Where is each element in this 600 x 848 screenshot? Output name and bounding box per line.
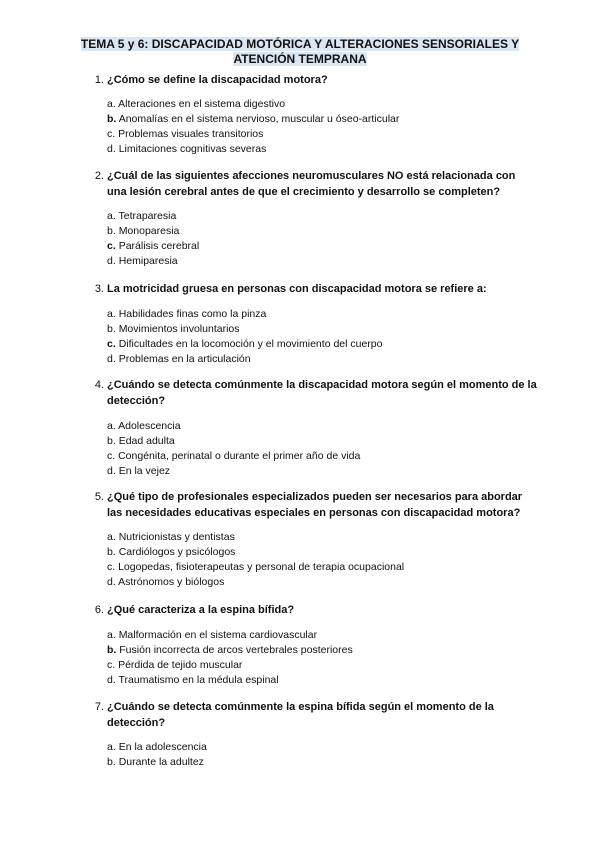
question-6-options — [107, 628, 537, 688]
question-4-options — [107, 419, 537, 479]
page-title — [60, 37, 540, 67]
title-line-1: TEMA 5 y 6: DISCAPACIDAD MOTÓRICA Y ALTERACIONES SENSORIALES Y — [80, 37, 520, 51]
question-text: ¿Cuándo se detecta comúnmente la discapacidad motora según el momento de la detección? — [107, 379, 537, 407]
option-d: d. Problemas en la articulación — [107, 353, 251, 365]
question-number: 2. — [94, 170, 104, 182]
option-d: d. Traumatismo en la médula espinal — [107, 674, 279, 686]
option-b: b. Durante la adultez — [107, 756, 204, 768]
question-1-options — [107, 97, 537, 157]
question-text: ¿Cómo se define la discapacidad motora? — [107, 74, 328, 86]
option-a: a. Habilidades finas como la pinza — [107, 308, 267, 320]
question-5-options — [107, 530, 537, 590]
option-c: c. Parálisis cerebral — [107, 240, 200, 252]
question-6 — [0, 602, 600, 618]
question-7-options — [107, 740, 537, 770]
question-text: ¿Cuándo se detecta comúnmente la espina bífida según el momento de la detección? — [107, 701, 494, 729]
option-c: c. Problemas visuales transitorios — [107, 128, 264, 140]
option-a: a. Tetraparesia — [107, 210, 177, 222]
question-number: 4. — [94, 379, 104, 391]
option-c: c. Logopedas, fisioterapeutas y personal de terapia ocupacional — [107, 561, 405, 573]
option-a: a. Nutricionistas y dentistas — [107, 531, 235, 543]
option-d: d. Hemiparesia — [107, 255, 178, 267]
option-a: a. Alteraciones en el sistema digestivo — [107, 98, 286, 110]
question-3-options — [107, 307, 537, 367]
question-text: La motricidad gruesa en personas con discapacidad motora se refiere a: — [107, 283, 487, 295]
option-b: b. Fusión incorrecta de arcos vertebrales posteriores — [107, 644, 353, 656]
option-a: a. En la adolescencia — [107, 741, 207, 753]
option-a: a. Adolescencia — [107, 420, 181, 432]
option-b: b. Anomalías en el sistema nervioso, muscular u óseo-articular — [107, 113, 400, 125]
question-number: 1. — [94, 74, 104, 86]
question-text: ¿Qué caracteriza a la espina bífida? — [107, 604, 295, 616]
option-b: b. Movimientos involuntarios — [107, 323, 240, 335]
option-b: b. Monoparesia — [107, 225, 180, 237]
option-b: b. Edad adulta — [107, 435, 175, 447]
question-text: ¿Cuál de las siguientes afecciones neuromusculares NO está relacionada con una lesión cerebral antes de que el crecimiento y desarrollo se completen? — [107, 170, 516, 198]
question-7 — [0, 699, 600, 731]
question-number: 5. — [94, 491, 104, 503]
option-d: d. Limitaciones cognitivas severas — [107, 143, 267, 155]
option-b: b. Cardiólogos y psicólogos — [107, 546, 236, 558]
title-line-2: ATENCIÓN TEMPRANA — [233, 52, 367, 66]
question-2 — [0, 168, 600, 200]
question-number: 6. — [94, 604, 104, 616]
question-3 — [0, 281, 600, 297]
option-c: c. Pérdida de tejido muscular — [107, 659, 243, 671]
question-4 — [0, 377, 600, 409]
question-5 — [0, 489, 600, 521]
option-a: a. Malformación en el sistema cardiovascular — [107, 629, 318, 641]
question-1 — [0, 72, 600, 88]
question-2-options — [107, 209, 537, 269]
option-c: c. Congénita, perinatal o durante el primer año de vida — [107, 450, 361, 462]
question-number: 3. — [94, 283, 104, 295]
question-number: 7. — [94, 701, 104, 713]
question-text: ¿Qué tipo de profesionales especializados pueden ser necesarios para abordar las necesidades educativas especiales en personas con discapacidad motora? — [107, 491, 523, 519]
option-d: d. Astrónomos y biólogos — [107, 576, 225, 588]
option-c: c. Dificultades en la locomoción y el movimiento del cuerpo — [107, 338, 383, 350]
option-d: d. En la vejez — [107, 465, 171, 477]
